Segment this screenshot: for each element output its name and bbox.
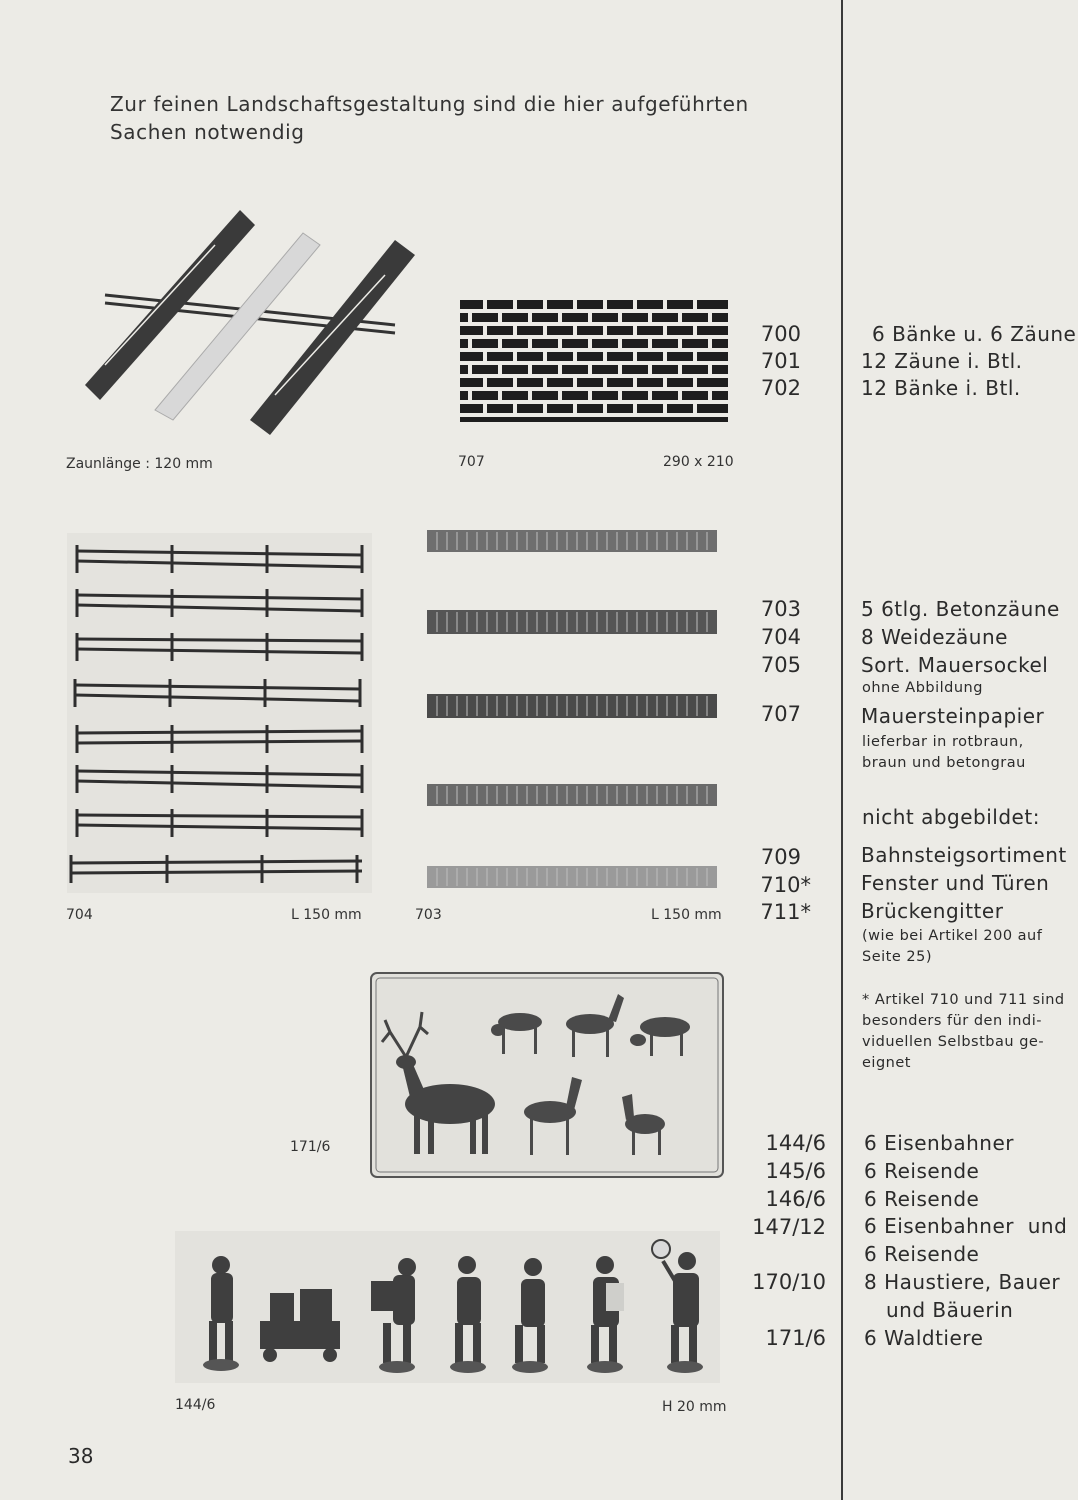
article-707-note-1: lieferbar in rotbraun,: [862, 734, 1024, 750]
article-702-desc: 12 Bänke i. Btl.: [861, 376, 1021, 400]
article-170-10-desc: 8 Haustiere, Bauer: [864, 1270, 1061, 1294]
figures-caption-number: 144/6: [175, 1397, 216, 1413]
article-700-number: 700: [760, 322, 801, 346]
article-707-note-2: braun und betongrau: [862, 755, 1026, 771]
article-705-note: ohne Abbildung: [862, 680, 983, 696]
footnote-line-4: eignet: [862, 1055, 911, 1071]
brick-wall-image: [460, 300, 728, 422]
article-170-10-desc-2: und Bäuerin: [886, 1298, 1014, 1322]
article-146-6-desc: 6 Reisende: [864, 1187, 980, 1211]
article-702-number: 702: [760, 376, 801, 400]
intro-text: [110, 90, 749, 146]
article-707-number: 707: [760, 702, 801, 726]
article-171-6-desc: 6 Waldtiere: [864, 1326, 984, 1350]
article-710-desc: Fenster und Türen: [861, 871, 1050, 895]
article-700-desc: 6 Bänke u. 6 Zäune: [872, 322, 1077, 346]
footnote-line-1: * Artikel 710 und 711 sind: [862, 992, 1065, 1008]
article-701-desc: 12 Zäune i. Btl.: [861, 349, 1023, 373]
article-704-number: 704: [760, 625, 801, 649]
article-147-12-desc-2: 6 Reisende: [864, 1242, 980, 1266]
article-711-number: 711*: [760, 900, 811, 924]
page-number: 38: [68, 1444, 94, 1468]
article-710-number: 710*: [760, 873, 811, 897]
article-170-10-number: 170/10: [752, 1270, 826, 1294]
footnote-line-2: besonders für den indi-: [862, 1013, 1042, 1029]
article-171-6-number: 171/6: [765, 1326, 826, 1350]
article-711-note-1: (wie bei Artikel 200 auf: [862, 928, 1043, 944]
footnote: [862, 990, 1065, 1074]
article-144-6-desc: 6 Eisenbahner: [864, 1131, 1015, 1155]
betonzaun-image: [422, 522, 722, 896]
article-709-number: 709: [760, 845, 801, 869]
article-146-6-number: 146/6: [765, 1187, 826, 1211]
article-145-6-desc: 6 Reisende: [864, 1159, 980, 1183]
article-707-desc: Mauersteinpapier: [861, 704, 1045, 728]
intro-line-2: Sachen notwendig: [110, 120, 305, 144]
weidezaun-image: [67, 533, 372, 893]
article-703-desc: 5 6tlg. Betonzäune: [861, 597, 1060, 621]
article-704-desc: 8 Weidezäune: [861, 625, 1008, 649]
article-147-12-desc: 6 Eisenbahner und: [864, 1214, 1068, 1238]
article-705-desc: Sort. Mauersockel: [861, 653, 1049, 677]
weide-caption-length: L 150 mm: [291, 907, 362, 923]
weide-caption-number: 704: [66, 907, 93, 923]
article-711-desc: Brückengitter: [861, 899, 1004, 923]
beton-caption-length: L 150 mm: [651, 907, 722, 923]
column-divider: [841, 0, 843, 1500]
article-144-6-number: 144/6: [765, 1131, 826, 1155]
article-703-number: 703: [760, 597, 801, 621]
article-701-number: 701: [760, 349, 801, 373]
article-705-number: 705: [760, 653, 801, 677]
fence-length-caption: Zaunlänge : 120 mm: [66, 456, 213, 472]
railway-figures-photo: [175, 1231, 720, 1383]
brick-caption-size: 290 x 210: [663, 454, 734, 470]
intro-line-1: Zur feinen Landschaftsgestaltung sind die hier aufgeführten: [110, 92, 749, 116]
article-709-desc: Bahnsteigsortiment: [861, 843, 1067, 867]
not-shown-heading: nicht abgebildet:: [862, 805, 1040, 829]
fence-photo: [75, 205, 415, 445]
brick-caption-number: 707: [458, 454, 485, 470]
figures-caption-height: H 20 mm: [662, 1399, 727, 1415]
beton-caption-number: 703: [415, 907, 442, 923]
deer-caption-number: 171/6: [290, 1139, 331, 1155]
article-711-note-2: Seite 25): [862, 949, 932, 965]
footnote-line-3: viduellen Selbstbau ge-: [862, 1034, 1045, 1050]
article-147-12-number: 147/12: [752, 1215, 826, 1239]
article-145-6-number: 145/6: [765, 1159, 826, 1183]
deer-photo: [370, 972, 724, 1178]
